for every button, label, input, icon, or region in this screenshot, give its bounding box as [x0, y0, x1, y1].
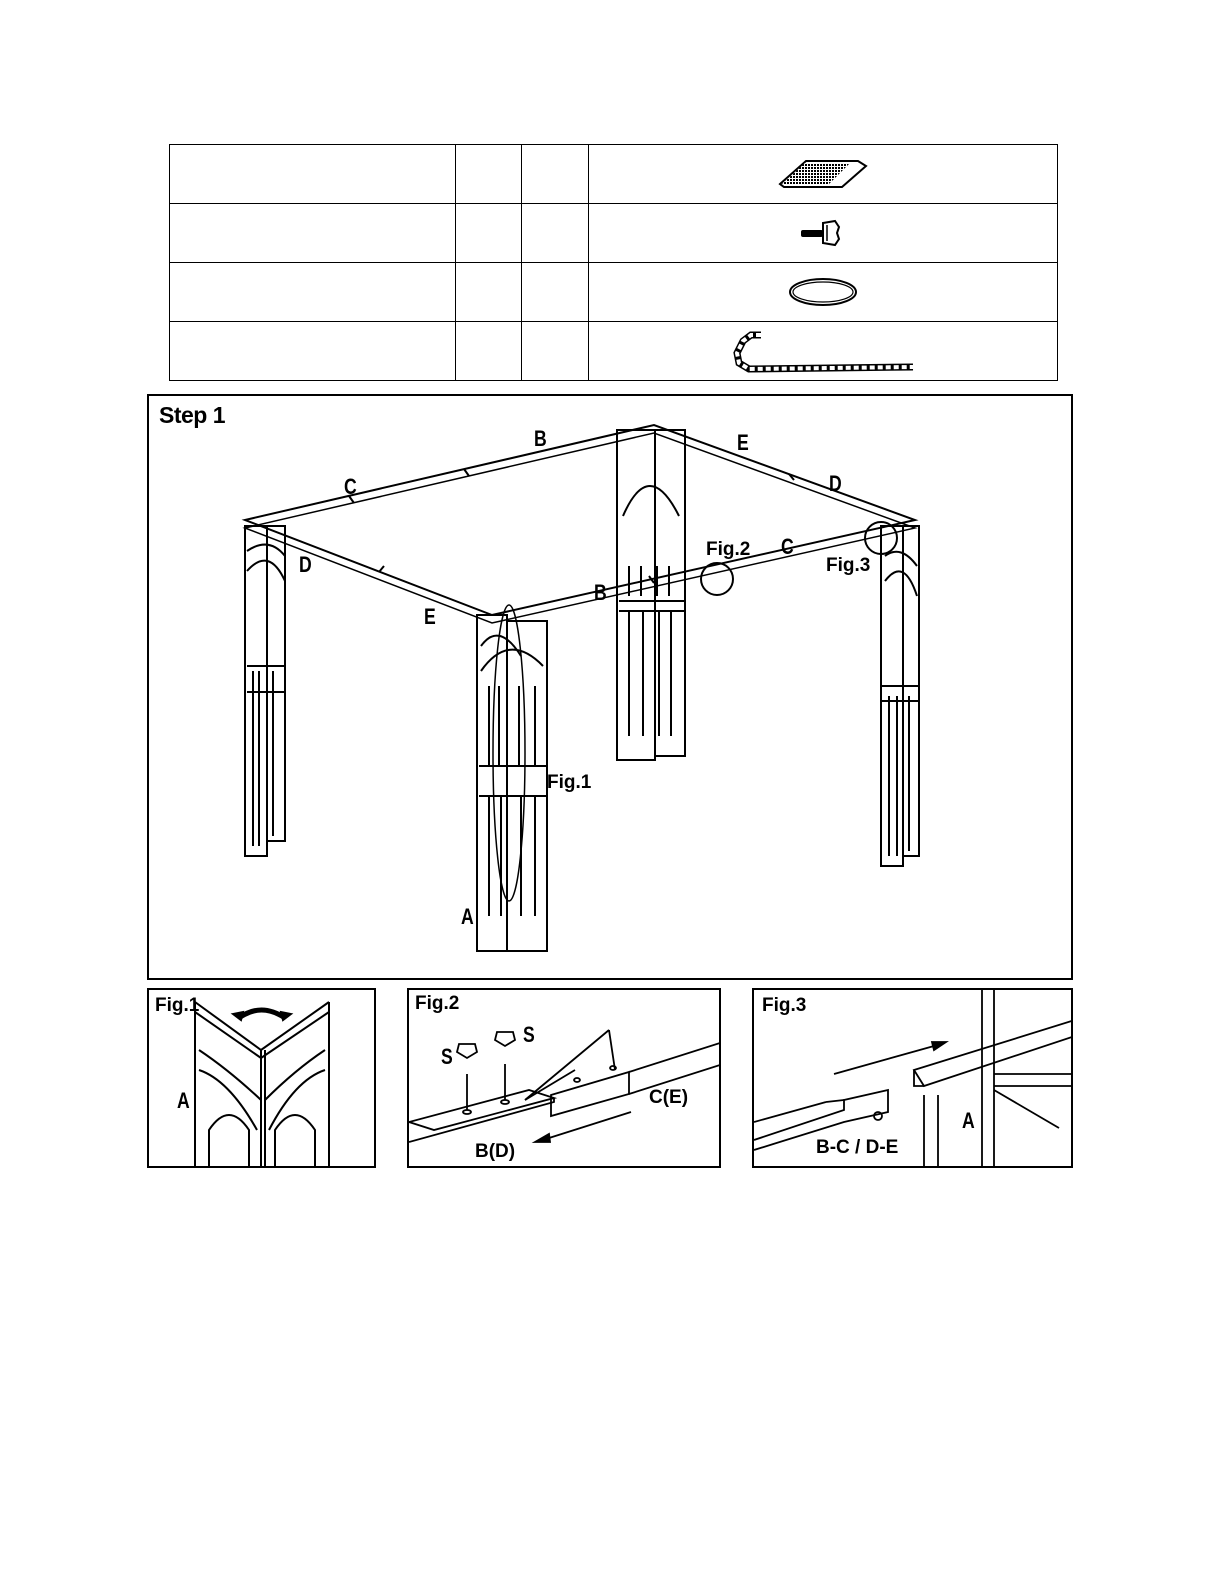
fig-title: Fig.2 [415, 993, 460, 1014]
fig1-panel [147, 988, 376, 1168]
part-code-cell [456, 204, 522, 263]
screw-label-s: S [523, 1022, 535, 1047]
gazebo-frame-illustration [149, 396, 1073, 980]
label-ce: C(E) [649, 1087, 689, 1108]
part-image-cell [589, 322, 1058, 381]
fig2-panel [407, 988, 721, 1168]
parts-table [169, 144, 1058, 381]
label-e: E [424, 604, 436, 629]
part-qty-cell [522, 204, 589, 263]
fig1-hinge-illustration [149, 990, 376, 1168]
table-row [170, 204, 1058, 263]
part-name-cell [170, 204, 456, 263]
canopy-icon [778, 158, 868, 190]
step1-panel [147, 394, 1073, 980]
label-b: B [594, 580, 607, 605]
label-bc-de: B-C / D-E [816, 1137, 899, 1158]
fig3-panel [752, 988, 1073, 1168]
part-code-cell [456, 145, 522, 204]
part-name-cell [170, 145, 456, 204]
part-image-cell [589, 263, 1058, 322]
fig-title: Fig.1 [155, 995, 200, 1016]
fig3-connector-illustration [754, 990, 1073, 1168]
part-name-cell [170, 322, 456, 381]
ring-icon [785, 274, 861, 310]
label-c: C [781, 534, 794, 559]
part-code-cell [456, 263, 522, 322]
part-image-cell [589, 204, 1058, 263]
label-bd: B(D) [475, 1141, 516, 1162]
part-qty-cell [522, 322, 589, 381]
part-name-cell [170, 263, 456, 322]
label-b: B [534, 426, 547, 451]
label-a: A [177, 1088, 190, 1113]
fig2-connector-illustration [409, 990, 721, 1168]
callout-fig2: Fig.2 [706, 539, 751, 560]
part-qty-cell [522, 263, 589, 322]
part-image-cell [589, 145, 1058, 204]
step-title: Step 1 [159, 402, 226, 428]
label-d: D [829, 471, 842, 496]
label-d: D [299, 552, 312, 577]
callout-fig1: Fig.1 [547, 772, 592, 793]
callout-fig3: Fig.3 [826, 555, 871, 576]
label-e: E [737, 430, 749, 455]
part-qty-cell [522, 145, 589, 204]
fig-title: Fig.3 [762, 995, 807, 1016]
screw-label-s: S [441, 1044, 453, 1069]
label-c: C [344, 474, 357, 499]
label-a: A [461, 904, 474, 929]
label-a: A [962, 1108, 975, 1133]
thumb-screw-icon [793, 215, 853, 251]
part-code-cell [456, 322, 522, 381]
hook-rope-icon [723, 329, 923, 373]
table-row [170, 322, 1058, 381]
table-row [170, 263, 1058, 322]
table-row [170, 145, 1058, 204]
